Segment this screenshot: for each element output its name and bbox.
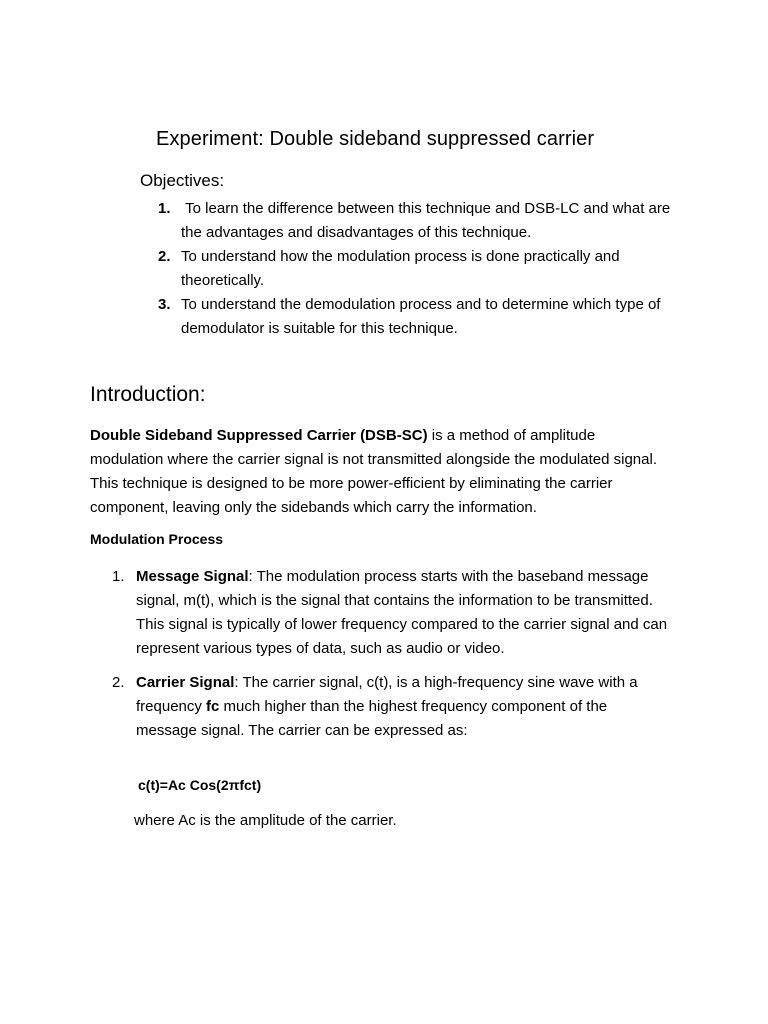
document-title: Experiment: Double sideband suppressed carrier bbox=[156, 128, 595, 150]
carrier-formula: c(t)=Ac Cos(2πfct) bbox=[138, 777, 262, 793]
introduction-paragraph bbox=[90, 424, 670, 520]
modulation-list bbox=[112, 565, 672, 743]
objective-text: To understand the demodulation process and to determine which type of demodulator is suitable for this technique. bbox=[181, 296, 661, 337]
objective-item bbox=[158, 293, 678, 341]
modulation-item-number: 2. bbox=[112, 674, 125, 691]
objectives-heading: Objectives: bbox=[140, 171, 225, 190]
frequency-symbol: fc bbox=[206, 698, 220, 715]
formula-explanation: where Ac is the amplitude of the carrier. bbox=[134, 812, 397, 829]
objective-item bbox=[158, 245, 678, 293]
modulation-process-heading: Modulation Process bbox=[90, 531, 224, 547]
introduction-heading: Introduction: bbox=[90, 383, 206, 406]
modulation-item-body: : The modulation process starts with the baseband message signal, m(t), which is the signal that contains the information to be transmitted. This signal is typically of lower frequency compared to the carrier signal and can represent various types of data, such as audio or video. bbox=[136, 568, 668, 657]
modulation-item-body-cont: much higher than the highest frequency component of the message signal. The carrier can be expressed as: bbox=[136, 698, 608, 739]
modulation-item bbox=[112, 671, 672, 743]
modulation-item-body: : The carrier signal, c(t), is a high-frequency sine wave with a frequency bbox=[136, 674, 638, 715]
objective-text: To understand how the modulation process is done practically and theoretically. bbox=[181, 248, 620, 289]
objective-text: To learn the difference between this technique and DSB-LC and what are the advantages and disadvantages of this technique. bbox=[181, 200, 675, 241]
modulation-item-term: Carrier Signal bbox=[136, 674, 235, 691]
modulation-item-text bbox=[136, 565, 672, 661]
modulation-item-text bbox=[136, 671, 672, 743]
objective-number: 3. bbox=[158, 296, 171, 313]
intro-bold-term: Double Sideband Suppressed Carrier (DSB-SC) bbox=[90, 427, 428, 444]
objective-item bbox=[158, 197, 678, 245]
modulation-item-number: 1. bbox=[112, 568, 125, 585]
modulation-item-term: Message Signal bbox=[136, 568, 249, 585]
intro-body-text: is a method of amplitude modulation where the carrier signal is not transmitted alongside the modulated signal. This technique is designed to be more power-efficient by eliminating the carrier component, leaving only the sidebands which carry the information. bbox=[90, 427, 657, 516]
modulation-item bbox=[112, 565, 672, 661]
objective-number: 1. bbox=[158, 200, 171, 217]
objective-number: 2. bbox=[158, 248, 171, 265]
objectives-list bbox=[158, 197, 678, 341]
